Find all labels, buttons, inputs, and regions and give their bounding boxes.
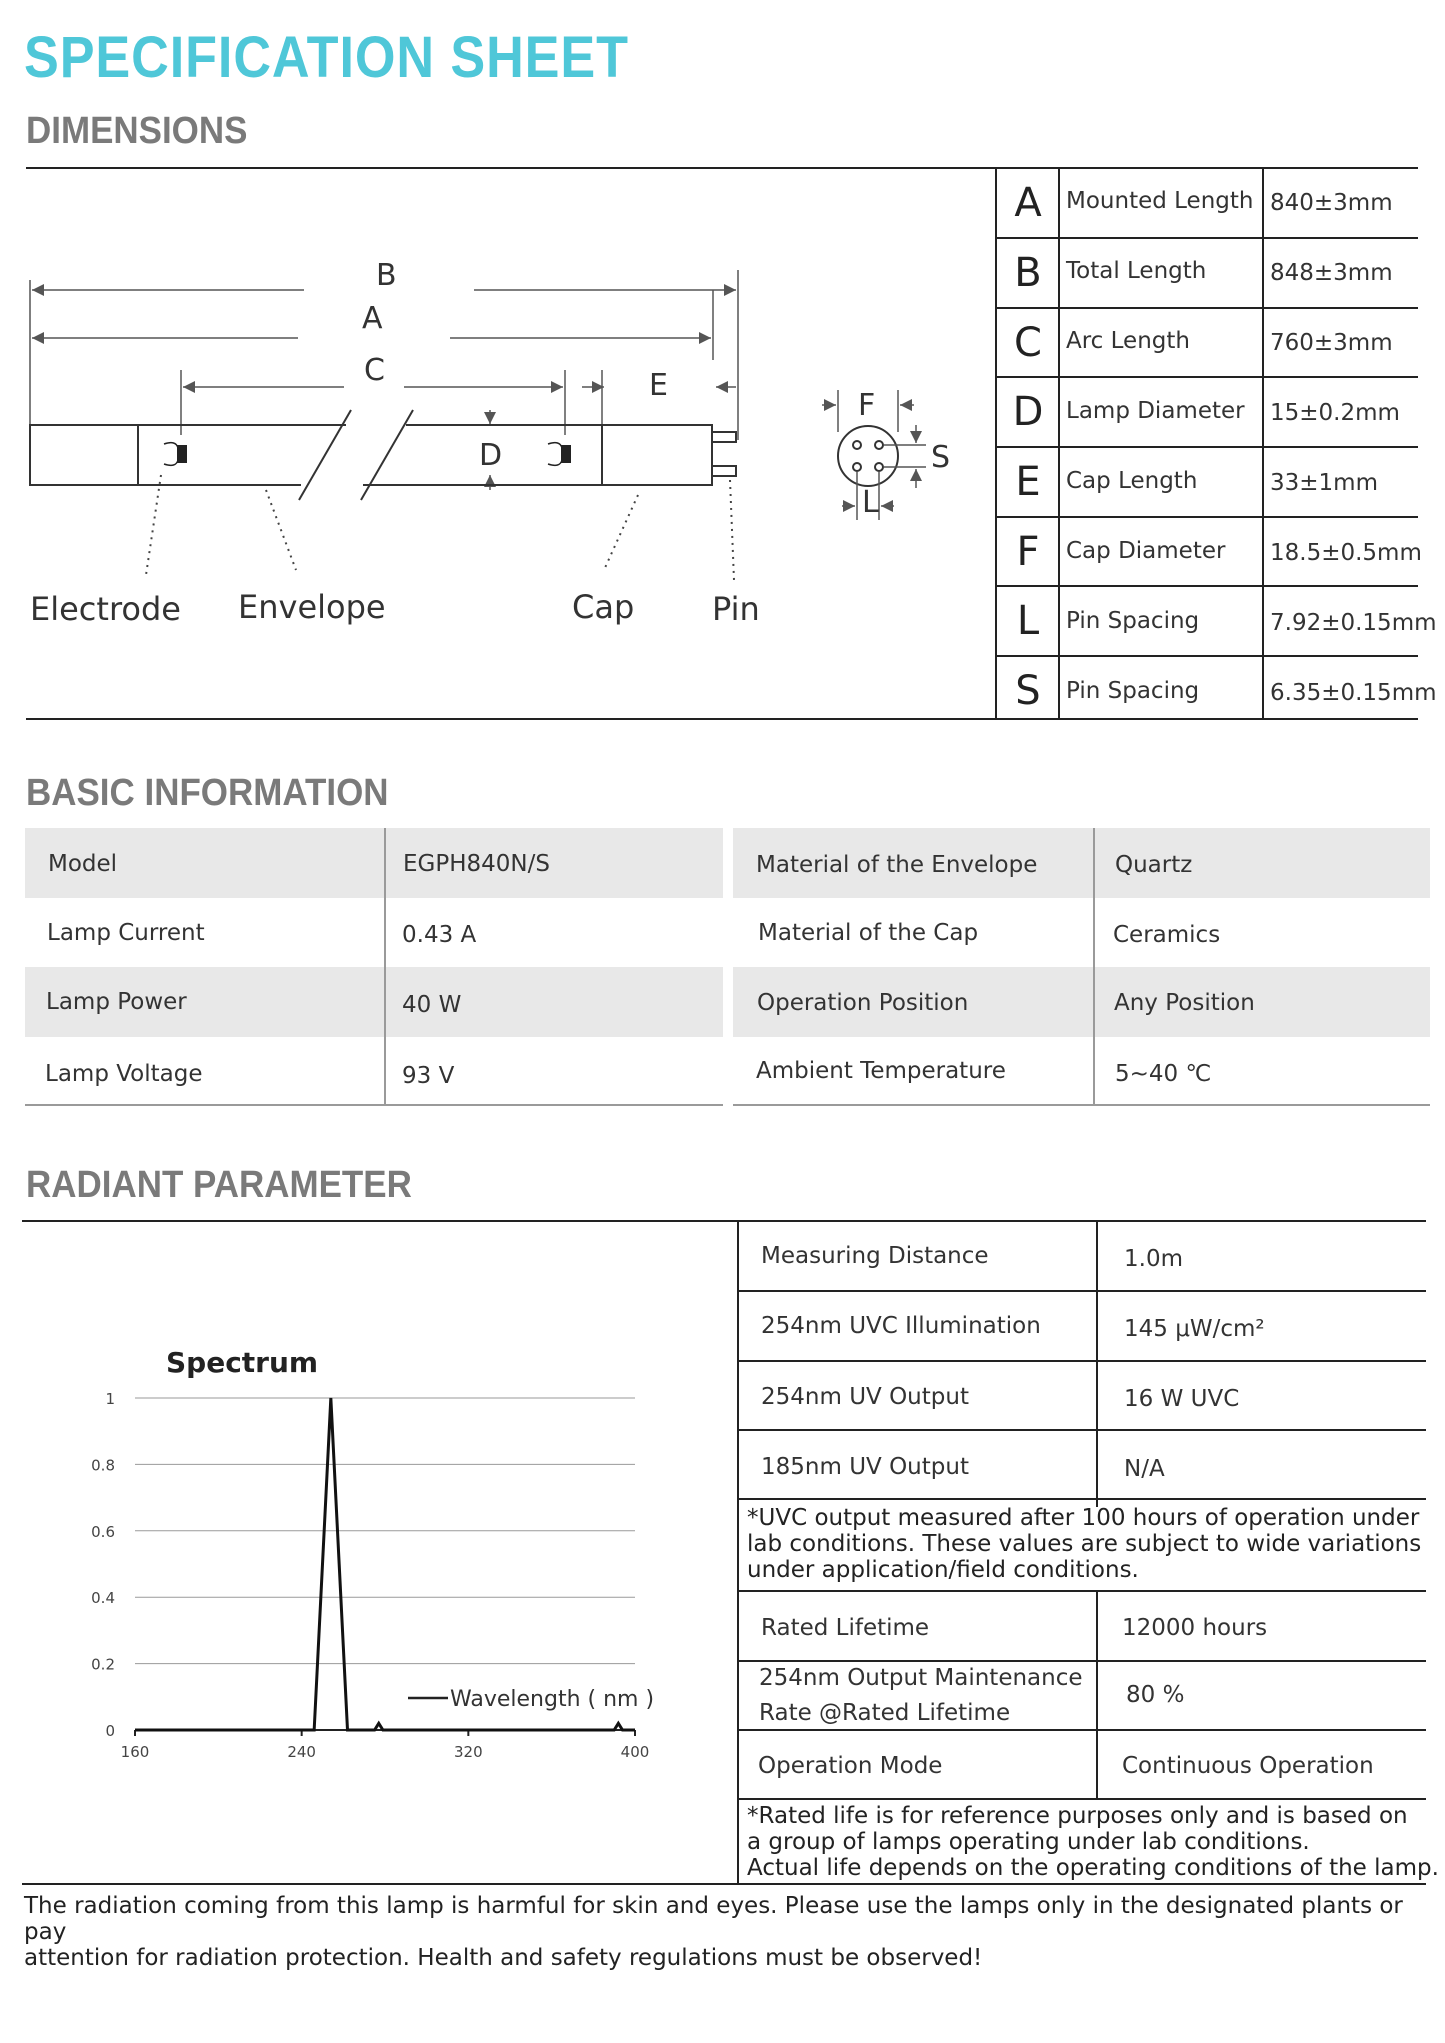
radiant-label: Measuring Distance [761, 1243, 989, 1269]
radiant-value: Continuous Operation [1122, 1753, 1374, 1779]
basic-value: Ceramics [1113, 922, 1221, 948]
radiant-row-rule [737, 1498, 1426, 1500]
basic-value: Quartz [1115, 852, 1193, 878]
basic-value: 0.43 A [402, 922, 477, 948]
basic-value: 93 V [402, 1063, 455, 1089]
radiant-value: 16 W UVC [1124, 1386, 1240, 1412]
dim-row-rule [995, 516, 1418, 518]
radiant-top-rule [22, 1220, 1426, 1222]
dim-letter: E [1015, 459, 1041, 505]
radiant-row-rule [737, 1429, 1426, 1431]
basic-info-heading: BASIC INFORMATION [26, 772, 389, 814]
label-D: D [479, 438, 503, 473]
series-line [135, 1398, 635, 1730]
x-tick-label: 240 [287, 1743, 316, 1761]
dim-letter: F [1016, 529, 1040, 575]
basic-value: 5~40 ℃ [1115, 1061, 1212, 1087]
label-L: L [862, 485, 879, 520]
dim-value: 760±3mm [1270, 330, 1393, 356]
radiant-row-rule [737, 1590, 1426, 1592]
radiant-value: 80 % [1126, 1682, 1185, 1708]
basic-value: EGPH840N/S [403, 851, 550, 877]
basic-right-divider [1093, 828, 1095, 1106]
radiant-table-divider-2 [1096, 1590, 1098, 1800]
basic-left-divider [384, 828, 386, 1106]
x-tick-label: 160 [120, 1743, 150, 1761]
label-cap: Cap [572, 588, 635, 626]
radiant-row-rule [737, 1290, 1426, 1292]
note-line: lab conditions. These values are subject to wide variations [747, 1531, 1422, 1557]
dim-value: 7.92±0.15mm [1270, 610, 1437, 636]
uvc-output-note [747, 1505, 1421, 1583]
label-C: C [364, 353, 385, 388]
basic-label: Lamp Voltage [45, 1061, 203, 1087]
dim-row-rule [995, 585, 1418, 587]
radiant-value: 1.0m [1124, 1246, 1183, 1272]
rated-life-note [747, 1803, 1439, 1881]
x-tick-label: 400 [620, 1743, 650, 1761]
dim-name: Cap Length [1066, 468, 1198, 494]
dim-value: 18.5±0.5mm [1270, 540, 1422, 566]
dim-name: Arc Length [1066, 328, 1190, 354]
dim-name: Cap Diameter [1066, 538, 1226, 564]
note-line: *Rated life is for reference purposes only and is based on [747, 1803, 1408, 1829]
y-tick-label: 0.2 [91, 1655, 115, 1674]
radiant-row-rule [737, 1729, 1426, 1731]
label-electrode: Electrode [30, 590, 181, 628]
label-pin: Pin [712, 590, 760, 628]
basic-left-bottom-rule [25, 1104, 723, 1106]
radiant-value: 12000 hours [1122, 1615, 1268, 1641]
dim-value: 840±3mm [1270, 190, 1393, 216]
y-tick-label: 0.8 [91, 1456, 115, 1475]
dim-name: Pin Spacing [1066, 608, 1200, 634]
dim-letter: D [1012, 389, 1044, 435]
basic-label: Lamp Current [47, 920, 205, 946]
dim-name: Pin Spacing [1066, 678, 1200, 704]
safety-warning [24, 1893, 1424, 1971]
radiant-row-rule [737, 1798, 1426, 1800]
dim-letter: C [1014, 320, 1042, 366]
dim-row-rule [995, 307, 1418, 309]
radiant-label: 185nm UV Output [761, 1454, 969, 1480]
radiant-label: 254nm UVC Illumination [761, 1313, 1041, 1339]
basic-value: Any Position [1114, 990, 1255, 1016]
dim-row-rule [995, 376, 1418, 378]
radiant-row-rule [737, 1360, 1426, 1362]
dim-letter: A [1014, 180, 1042, 226]
dim-table-left-border [995, 168, 997, 719]
radiant-label-line2: Rate @Rated Lifetime [759, 1700, 1011, 1726]
y-tick-label: 0.6 [91, 1522, 115, 1541]
basic-label: Lamp Power [46, 989, 187, 1015]
radiant-heading: RADIANT PARAMETER [26, 1164, 412, 1206]
chart-title: Spectrum [166, 1346, 319, 1379]
label-F: F [858, 388, 876, 423]
y-tick-label: 0.4 [91, 1589, 115, 1608]
page-title: SPECIFICATION SHEET [24, 25, 629, 90]
dim-letter: B [1014, 250, 1042, 296]
lamp-diagram [26, 170, 986, 630]
dim-table-divider-1 [1058, 168, 1060, 719]
label-A: A [362, 301, 383, 336]
basic-value: 40 W [402, 992, 462, 1018]
radiant-label: Operation Mode [758, 1753, 943, 1779]
basic-label: Material of the Cap [758, 920, 979, 946]
dim-table-divider-2 [1262, 168, 1264, 719]
dim-value: 6.35±0.15mm [1270, 680, 1437, 706]
y-tick-label: 0 [105, 1722, 115, 1740]
dim-row-rule [995, 655, 1418, 657]
basic-label: Ambient Temperature [756, 1058, 1006, 1084]
dim-row-rule [995, 446, 1418, 448]
radiant-table-divider-1 [1096, 1221, 1098, 1507]
basic-label: Material of the Envelope [756, 852, 1038, 878]
note-line: *UVC output measured after 100 hours of operation under [747, 1505, 1420, 1531]
note-line: under application/field conditions. [747, 1557, 1139, 1583]
dim-letter: L [1016, 598, 1040, 644]
radiant-label: Rated Lifetime [761, 1615, 930, 1641]
dimensions-bottom-rule [26, 718, 1418, 720]
y-tick-label: 1 [105, 1390, 115, 1408]
basic-right-bottom-rule [733, 1104, 1430, 1106]
basic-label: Operation Position [757, 990, 969, 1016]
dim-letter: S [1015, 668, 1041, 714]
footer-line: attention for radiation protection. Health and safety regulations must be observed! [24, 1945, 983, 1971]
basic-left-row-shade [25, 828, 723, 898]
legend-label: Wavelength ( nm ) [450, 1687, 655, 1712]
radiant-value: 145 μW/cm² [1124, 1316, 1265, 1342]
footer-line: The radiation coming from this lamp is harmful for skin and eyes. Please use the lamps only in the designated plants or pay [24, 1893, 1403, 1945]
dim-value: 848±3mm [1270, 260, 1393, 286]
dim-value: 15±0.2mm [1270, 400, 1400, 426]
radiant-value: N/A [1124, 1456, 1165, 1482]
note-line: Actual life depends on the operating conditions of the lamp. [747, 1855, 1439, 1881]
dim-value: 33±1mm [1270, 470, 1378, 496]
dim-name: Lamp Diameter [1066, 398, 1245, 424]
dimensions-heading: DIMENSIONS [26, 110, 248, 152]
label-B: B [376, 258, 397, 293]
radiant-row-rule [737, 1660, 1426, 1662]
dimensions-top-rule [26, 167, 1418, 169]
x-tick-label: 320 [454, 1743, 483, 1761]
dim-row-rule [995, 237, 1418, 239]
spectrum-chart [90, 1330, 670, 1790]
label-S: S [931, 440, 951, 475]
label-E: E [649, 368, 668, 403]
label-envelope: Envelope [238, 588, 386, 626]
note-line: a group of lamps operating under lab conditions. [747, 1829, 1310, 1855]
dim-name: Total Length [1066, 258, 1207, 284]
radiant-label: 254nm UV Output [761, 1384, 969, 1410]
dim-name: Mounted Length [1066, 188, 1254, 214]
radiant-bottom-rule [22, 1883, 1426, 1885]
basic-label: Model [48, 851, 118, 877]
radiant-label: 254nm Output Maintenance [759, 1665, 1083, 1691]
radiant-table-left-border [737, 1221, 739, 1883]
